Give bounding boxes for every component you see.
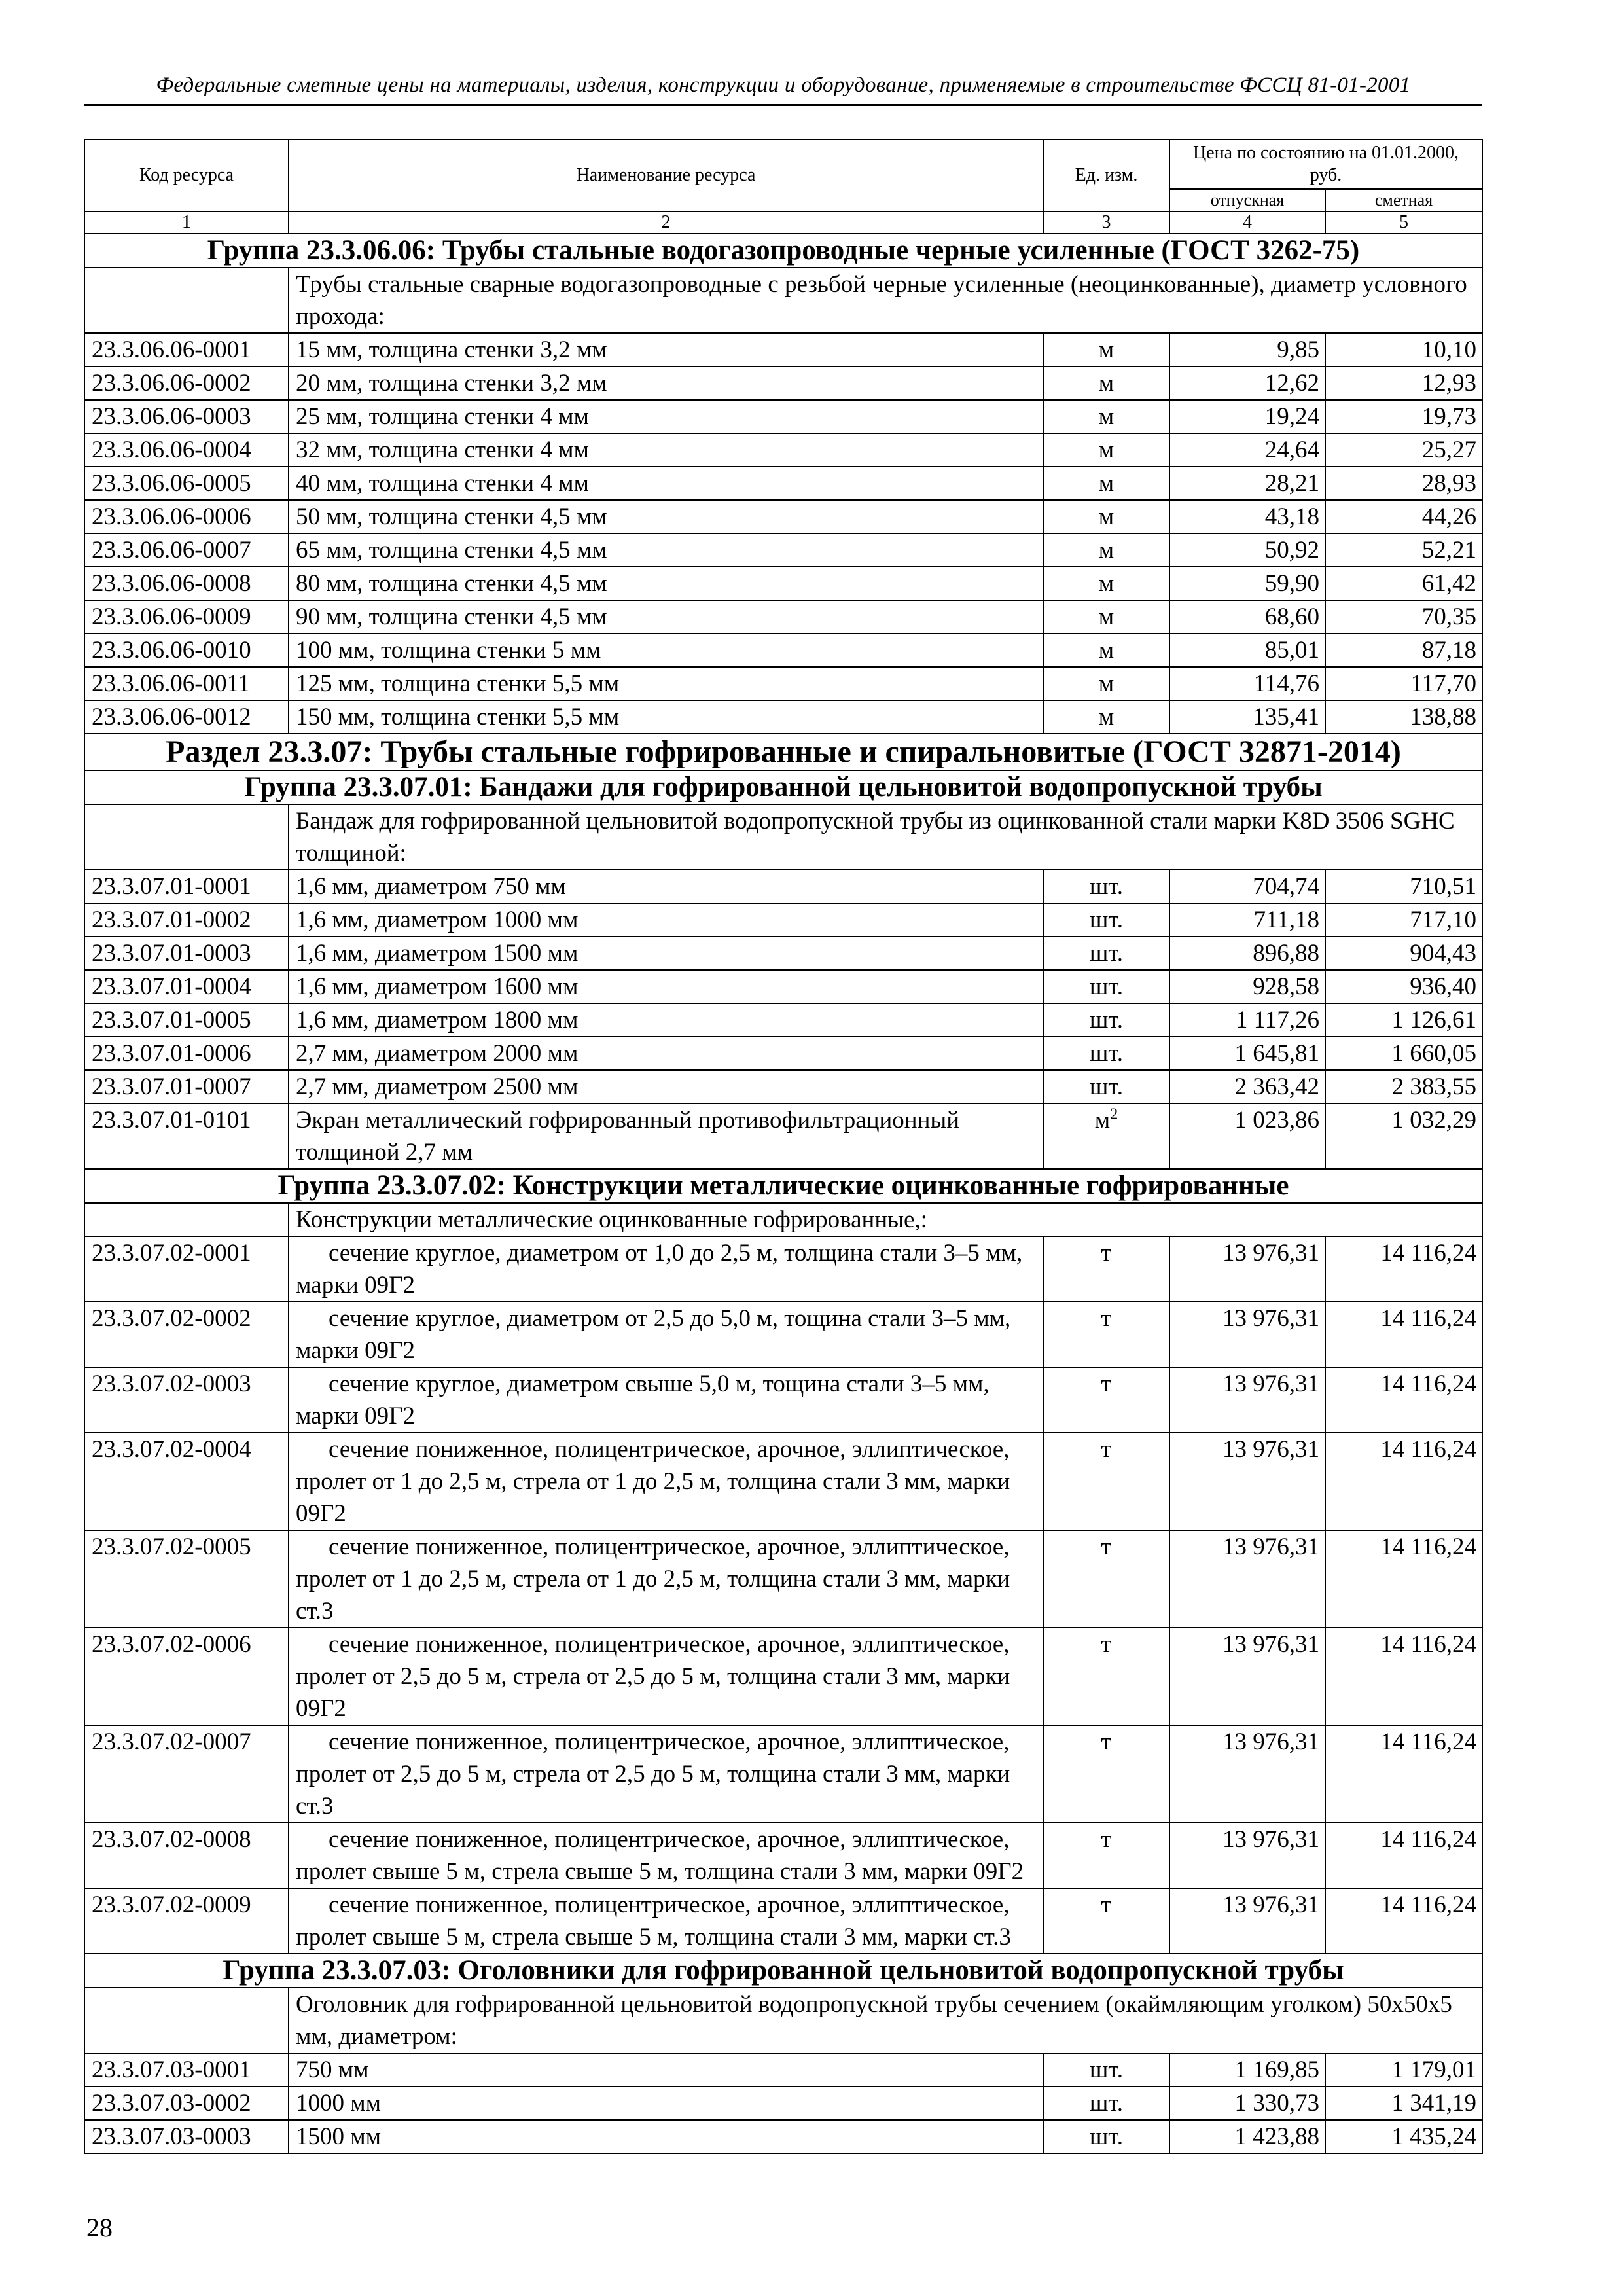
unit-text: шт. [1089, 906, 1124, 933]
table-row [84, 1530, 1482, 1628]
estimate-price: 14 116,24 [1325, 1530, 1482, 1628]
unit-text: шт. [1089, 873, 1124, 900]
unit-text: шт. [1089, 2090, 1124, 2117]
resource-code: 23.3.07.02-0004 [84, 1433, 289, 1530]
table-row [84, 1367, 1482, 1433]
column-number: 2 [289, 211, 1043, 234]
estimate-price: 904,43 [1325, 937, 1482, 970]
resource-name: сечение круглое, диаметром свыше 5,0 м, тощина стали 3–5 мм, марки 09Г2 [289, 1367, 1043, 1433]
unit-text: т [1101, 1631, 1112, 1658]
table-row [84, 1823, 1482, 1888]
resource-code: 23.3.07.01-0001 [84, 870, 289, 903]
unit [1043, 1367, 1169, 1433]
table-row [84, 533, 1482, 567]
estimate-price: 717,10 [1325, 903, 1482, 937]
group-heading: Группа 23.3.06.06: Трубы стальные водогазопроводные черные усиленные (ГОСТ 3262-75) [84, 234, 1482, 268]
unit [1043, 700, 1169, 734]
unit [1043, 1003, 1169, 1037]
description-row [84, 1988, 1482, 2053]
resource-code: 23.3.07.03-0003 [84, 2120, 289, 2153]
running-header: Федеральные сметные цены на материалы, изделия, конструкции и оборудование, применяемые в строительстве ФССЦ 81-01-2001 [156, 73, 1411, 97]
unit-text: м [1098, 403, 1115, 430]
estimate-price: 14 116,24 [1325, 1888, 1482, 1954]
release-price: 1 117,26 [1169, 1003, 1325, 1037]
resource-code: 23.3.07.01-0004 [84, 970, 289, 1003]
estimate-price: 14 116,24 [1325, 1725, 1482, 1823]
estimate-price: 52,21 [1325, 533, 1482, 567]
release-price: 13 976,31 [1169, 1236, 1325, 1302]
resource-code: 23.3.07.01-0003 [84, 937, 289, 970]
code-cell [84, 268, 289, 333]
description-row [84, 804, 1482, 870]
resource-code: 23.3.07.02-0007 [84, 1725, 289, 1823]
unit-exponent: 2 [1110, 1105, 1118, 1123]
column-number: 1 [84, 211, 289, 234]
table-row [84, 1236, 1482, 1302]
estimate-price: 14 116,24 [1325, 1302, 1482, 1367]
unit-text: т [1101, 1305, 1112, 1332]
unit [1043, 1530, 1169, 1628]
column-header-estimate-price: сметная [1325, 189, 1482, 211]
table-row [84, 2120, 1482, 2153]
unit [1043, 1725, 1169, 1823]
release-price: 68,60 [1169, 600, 1325, 634]
resource-name: сечение пониженное, полицентрическое, арочное, эллиптическое, пролет от 2,5 до 5 м, стрела от 2,5 до 5 м, толщина стали 3 мм, марки ст.3 [289, 1725, 1043, 1823]
unit [1043, 1070, 1169, 1103]
column-header-code: Код ресурса [84, 139, 289, 211]
resource-code: 23.3.07.02-0001 [84, 1236, 289, 1302]
unit [1043, 1236, 1169, 1302]
release-price: 85,01 [1169, 634, 1325, 667]
price-table-container [84, 139, 1482, 2154]
description-text: Трубы стальные сварные водогазопроводные с резьбой черные усиленные (неоцинкованные), диаметр условного прохода: [289, 268, 1482, 333]
release-price: 1 423,88 [1169, 2120, 1325, 2153]
resource-code: 23.3.06.06-0003 [84, 400, 289, 433]
resource-code: 23.3.07.01-0005 [84, 1003, 289, 1037]
resource-code: 23.3.06.06-0011 [84, 667, 289, 700]
unit-text: т [1101, 1729, 1112, 1755]
table-row [84, 367, 1482, 400]
release-price: 1 330,73 [1169, 2087, 1325, 2120]
estimate-price: 1 660,05 [1325, 1037, 1482, 1070]
resource-name: сечение пониженное, полицентрическое, арочное, эллиптическое, пролет свыше 5 м, стрела свыше 5 м, толщина стали 3 мм, марки ст.3 [289, 1888, 1043, 1954]
unit [1043, 1628, 1169, 1725]
table-row [84, 500, 1482, 533]
unit [1043, 1037, 1169, 1070]
description-row [84, 1203, 1482, 1236]
unit [1043, 1888, 1169, 1954]
resource-name: 25 мм, толщина стенки 4 мм [289, 400, 1043, 433]
resource-code: 23.3.06.06-0005 [84, 467, 289, 500]
estimate-price: 12,93 [1325, 367, 1482, 400]
release-price: 43,18 [1169, 500, 1325, 533]
unit [1043, 667, 1169, 700]
unit-text: м [1098, 437, 1115, 463]
estimate-price: 61,42 [1325, 567, 1482, 600]
resource-name: 90 мм, толщина стенки 4,5 мм [289, 600, 1043, 634]
resource-code: 23.3.06.06-0001 [84, 333, 289, 367]
resource-name: 20 мм, толщина стенки 3,2 мм [289, 367, 1043, 400]
table-row [84, 970, 1482, 1003]
unit [1043, 2053, 1169, 2087]
table-row [84, 937, 1482, 970]
resource-name: 100 мм, толщина стенки 5 мм [289, 634, 1043, 667]
unit [1043, 2087, 1169, 2120]
resource-name: 15 мм, толщина стенки 3,2 мм [289, 333, 1043, 367]
unit-text: м [1098, 537, 1115, 564]
table-row [84, 1037, 1482, 1070]
release-price: 28,21 [1169, 467, 1325, 500]
resource-name: 1,6 мм, диаметром 1500 мм [289, 937, 1043, 970]
release-price: 114,76 [1169, 667, 1325, 700]
unit [1043, 937, 1169, 970]
price-table [84, 139, 1483, 2154]
resource-name: 65 мм, толщина стенки 4,5 мм [289, 533, 1043, 567]
resource-name: 1,6 мм, диаметром 750 мм [289, 870, 1043, 903]
estimate-price: 1 179,01 [1325, 2053, 1482, 2087]
description-text: Оголовник для гофрированной цельновитой водопропускной трубы сечением (окаймляющим уголком) 50х50х5 мм, диаметром: [289, 1988, 1482, 2053]
unit [1043, 1103, 1169, 1169]
resource-code: 23.3.07.01-0006 [84, 1037, 289, 1070]
resource-code: 23.3.07.03-0002 [84, 2087, 289, 2120]
unit-text: т [1101, 1371, 1112, 1397]
table-row [84, 1003, 1482, 1037]
release-price: 59,90 [1169, 567, 1325, 600]
resource-name: 1,6 мм, диаметром 1000 мм [289, 903, 1043, 937]
resource-code: 23.3.07.02-0009 [84, 1888, 289, 1954]
unit-text: шт. [1089, 1007, 1124, 1033]
release-price: 711,18 [1169, 903, 1325, 937]
resource-code: 23.3.07.02-0008 [84, 1823, 289, 1888]
resource-name: сечение пониженное, полицентрическое, арочное, эллиптическое, пролет от 2,5 до 5 м, стрела от 2,5 до 5 м, толщина стали 3 мм, марки 09Г2 [289, 1628, 1043, 1725]
release-price: 1 169,85 [1169, 2053, 1325, 2087]
resource-name: Экран металлический гофрированный противофильтрационный толщиной 2,7 мм [289, 1103, 1043, 1169]
description-text: Бандаж для гофрированной цельновитой водопропускной трубы из оцинкованной стали марки K8D 3506 SGHC толщиной: [289, 804, 1482, 870]
estimate-price: 138,88 [1325, 700, 1482, 734]
column-header-name: Наименование ресурса [289, 139, 1043, 211]
resource-name: 50 мм, толщина стенки 4,5 мм [289, 500, 1043, 533]
unit [1043, 400, 1169, 433]
group-heading-row [84, 1169, 1482, 1203]
estimate-price: 117,70 [1325, 667, 1482, 700]
release-price: 135,41 [1169, 700, 1325, 734]
resource-code: 23.3.07.02-0003 [84, 1367, 289, 1433]
estimate-price: 1 032,29 [1325, 1103, 1482, 1169]
unit-text: м [1098, 370, 1115, 397]
description-text: Конструкции металлические оцинкованные гофрированные,: [289, 1203, 1482, 1236]
table-row [84, 400, 1482, 433]
unit-text: т [1101, 1436, 1112, 1463]
section-heading: Раздел 23.3.07: Трубы стальные гофрированные и спиральновитые (ГОСТ 32871-2014) [84, 734, 1482, 770]
resource-code: 23.3.06.06-0007 [84, 533, 289, 567]
estimate-price: 710,51 [1325, 870, 1482, 903]
resource-name: сечение круглое, диаметром от 1,0 до 2,5 м, толщина стали 3–5 мм, марки 09Г2 [289, 1236, 1043, 1302]
unit-text: м [1098, 336, 1115, 363]
unit-text: шт. [1089, 940, 1124, 967]
unit-text: т [1101, 1892, 1112, 1918]
table-row [84, 903, 1482, 937]
unit [1043, 970, 1169, 1003]
unit-text: м [1098, 503, 1115, 530]
unit-text: т [1101, 1826, 1112, 1853]
unit [1043, 870, 1169, 903]
unit [1043, 903, 1169, 937]
release-price: 704,74 [1169, 870, 1325, 903]
resource-name: 2,7 мм, диаметром 2000 мм [289, 1037, 1043, 1070]
unit [1043, 634, 1169, 667]
resource-code: 23.3.07.01-0002 [84, 903, 289, 937]
estimate-price: 14 116,24 [1325, 1823, 1482, 1888]
release-price: 1 023,86 [1169, 1103, 1325, 1169]
release-price: 13 976,31 [1169, 1888, 1325, 1954]
release-price: 13 976,31 [1169, 1530, 1325, 1628]
unit [1043, 433, 1169, 467]
unit [1043, 567, 1169, 600]
table-row [84, 700, 1482, 734]
resource-code: 23.3.06.06-0010 [84, 634, 289, 667]
unit [1043, 467, 1169, 500]
unit [1043, 500, 1169, 533]
estimate-price: 1 341,19 [1325, 2087, 1482, 2120]
release-price: 896,88 [1169, 937, 1325, 970]
release-price: 2 363,42 [1169, 1070, 1325, 1103]
unit-text: м [1094, 1107, 1111, 1134]
estimate-price: 70,35 [1325, 600, 1482, 634]
resource-name: 32 мм, толщина стенки 4 мм [289, 433, 1043, 467]
code-cell [84, 1203, 289, 1236]
table-row [84, 433, 1482, 467]
table-row [84, 1725, 1482, 1823]
table-row [84, 1302, 1482, 1367]
group-heading: Группа 23.3.07.02: Конструкции металлические оцинкованные гофрированные [84, 1169, 1482, 1203]
estimate-price: 19,73 [1325, 400, 1482, 433]
estimate-price: 10,10 [1325, 333, 1482, 367]
resource-name: 1,6 мм, диаметром 1600 мм [289, 970, 1043, 1003]
estimate-price: 44,26 [1325, 500, 1482, 533]
resource-code: 23.3.07.02-0006 [84, 1628, 289, 1725]
group-heading: Группа 23.3.07.03: Оголовники для гофрированной цельновитой водопропускной трубы [84, 1954, 1482, 1988]
unit-text: шт. [1089, 1040, 1124, 1067]
unit-text: м [1098, 470, 1115, 497]
table-row [84, 567, 1482, 600]
unit [1043, 1302, 1169, 1367]
resource-code: 23.3.07.03-0001 [84, 2053, 289, 2087]
estimate-price: 14 116,24 [1325, 1433, 1482, 1530]
estimate-price: 14 116,24 [1325, 1367, 1482, 1433]
resource-code: 23.3.06.06-0002 [84, 367, 289, 400]
unit-text: м [1098, 704, 1115, 730]
unit [1043, 333, 1169, 367]
release-price: 12,62 [1169, 367, 1325, 400]
release-price: 19,24 [1169, 400, 1325, 433]
resource-name: 1500 мм [289, 2120, 1043, 2153]
resource-name: 1000 мм [289, 2087, 1043, 2120]
unit-text: м [1098, 570, 1115, 597]
release-price: 9,85 [1169, 333, 1325, 367]
unit-text: шт. [1089, 2056, 1124, 2083]
table-row [84, 1070, 1482, 1103]
estimate-price: 2 383,55 [1325, 1070, 1482, 1103]
resource-code: 23.3.06.06-0004 [84, 433, 289, 467]
resource-name: 40 мм, толщина стенки 4 мм [289, 467, 1043, 500]
resource-name: 2,7 мм, диаметром 2500 мм [289, 1070, 1043, 1103]
resource-name: сечение пониженное, полицентрическое, арочное, эллиптическое, пролет от 1 до 2,5 м, стрела от 1 до 2,5 м, толщина стали 3 мм, марки 09Г2 [289, 1433, 1043, 1530]
table-body [84, 234, 1482, 2153]
release-price: 13 976,31 [1169, 1367, 1325, 1433]
column-header-price: Цена по состоянию на 01.01.2000, руб. [1169, 139, 1482, 189]
resource-code: 23.3.06.06-0008 [84, 567, 289, 600]
release-price: 13 976,31 [1169, 1628, 1325, 1725]
resource-code: 23.3.07.01-0101 [84, 1103, 289, 1169]
table-row [84, 1103, 1482, 1169]
release-price: 1 645,81 [1169, 1037, 1325, 1070]
unit [1043, 533, 1169, 567]
estimate-price: 14 116,24 [1325, 1628, 1482, 1725]
resource-name: сечение пониженное, полицентрическое, арочное, эллиптическое, пролет от 1 до 2,5 м, стрела от 1 до 2,5 м, толщина стали 3 мм, марки ст.3 [289, 1530, 1043, 1628]
estimate-price: 25,27 [1325, 433, 1482, 467]
table-row [84, 667, 1482, 700]
unit-text: т [1101, 1534, 1112, 1560]
unit-text: шт. [1089, 1073, 1124, 1100]
resource-code: 23.3.06.06-0009 [84, 600, 289, 634]
table-row [84, 467, 1482, 500]
table-row [84, 1628, 1482, 1725]
resource-code: 23.3.07.01-0007 [84, 1070, 289, 1103]
description-row [84, 268, 1482, 333]
unit [1043, 600, 1169, 634]
unit [1043, 2120, 1169, 2153]
unit [1043, 367, 1169, 400]
table-row [84, 2087, 1482, 2120]
column-header-unit: Ед. изм. [1043, 139, 1169, 211]
code-cell [84, 804, 289, 870]
group-heading-row [84, 770, 1482, 804]
unit-text: шт. [1089, 2123, 1124, 2150]
estimate-price: 1 435,24 [1325, 2120, 1482, 2153]
resource-code: 23.3.07.02-0002 [84, 1302, 289, 1367]
resource-name: 750 мм [289, 2053, 1043, 2087]
table-row [84, 870, 1482, 903]
release-price: 50,92 [1169, 533, 1325, 567]
section-heading-row [84, 734, 1482, 770]
unit-text: м [1098, 637, 1115, 664]
table-row [84, 600, 1482, 634]
group-heading: Группа 23.3.07.01: Бандажи для гофрированной цельновитой водопропускной трубы [84, 770, 1482, 804]
column-number: 5 [1325, 211, 1482, 234]
table-row [84, 1888, 1482, 1954]
resource-name: 150 мм, толщина стенки 5,5 мм [289, 700, 1043, 734]
resource-name: сечение пониженное, полицентрическое, арочное, эллиптическое, пролет свыше 5 м, стрела свыше 5 м, толщина стали 3 мм, марки 09Г2 [289, 1823, 1043, 1888]
header-rule [84, 104, 1482, 106]
unit [1043, 1823, 1169, 1888]
group-heading-row [84, 234, 1482, 268]
unit-text: шт. [1089, 973, 1124, 1000]
resource-code: 23.3.06.06-0006 [84, 500, 289, 533]
resource-code: 23.3.07.02-0005 [84, 1530, 289, 1628]
group-heading-row [84, 1954, 1482, 1988]
release-price: 13 976,31 [1169, 1823, 1325, 1888]
estimate-price: 14 116,24 [1325, 1236, 1482, 1302]
resource-code: 23.3.06.06-0012 [84, 700, 289, 734]
estimate-price: 1 126,61 [1325, 1003, 1482, 1037]
resource-name: 1,6 мм, диаметром 1800 мм [289, 1003, 1043, 1037]
resource-name: 80 мм, толщина стенки 4,5 мм [289, 567, 1043, 600]
release-price: 24,64 [1169, 433, 1325, 467]
column-number: 4 [1169, 211, 1325, 234]
estimate-price: 936,40 [1325, 970, 1482, 1003]
resource-name: 125 мм, толщина стенки 5,5 мм [289, 667, 1043, 700]
unit [1043, 1433, 1169, 1530]
code-cell [84, 1988, 289, 2053]
table-row [84, 2053, 1482, 2087]
column-header-release-price: отпускная [1169, 189, 1325, 211]
estimate-price: 28,93 [1325, 467, 1482, 500]
table-row [84, 1433, 1482, 1530]
release-price: 928,58 [1169, 970, 1325, 1003]
estimate-price: 87,18 [1325, 634, 1482, 667]
resource-name: сечение круглое, диаметром от 2,5 до 5,0 м, тощина стали 3–5 мм, марки 09Г2 [289, 1302, 1043, 1367]
release-price: 13 976,31 [1169, 1433, 1325, 1530]
table-row [84, 333, 1482, 367]
unit-text: м [1098, 603, 1115, 630]
release-price: 13 976,31 [1169, 1725, 1325, 1823]
unit-text: т [1101, 1240, 1112, 1266]
release-price: 13 976,31 [1169, 1302, 1325, 1367]
column-number: 3 [1043, 211, 1169, 234]
table-row [84, 634, 1482, 667]
page-number: 28 [86, 2213, 113, 2242]
unit-text: м [1098, 670, 1115, 697]
